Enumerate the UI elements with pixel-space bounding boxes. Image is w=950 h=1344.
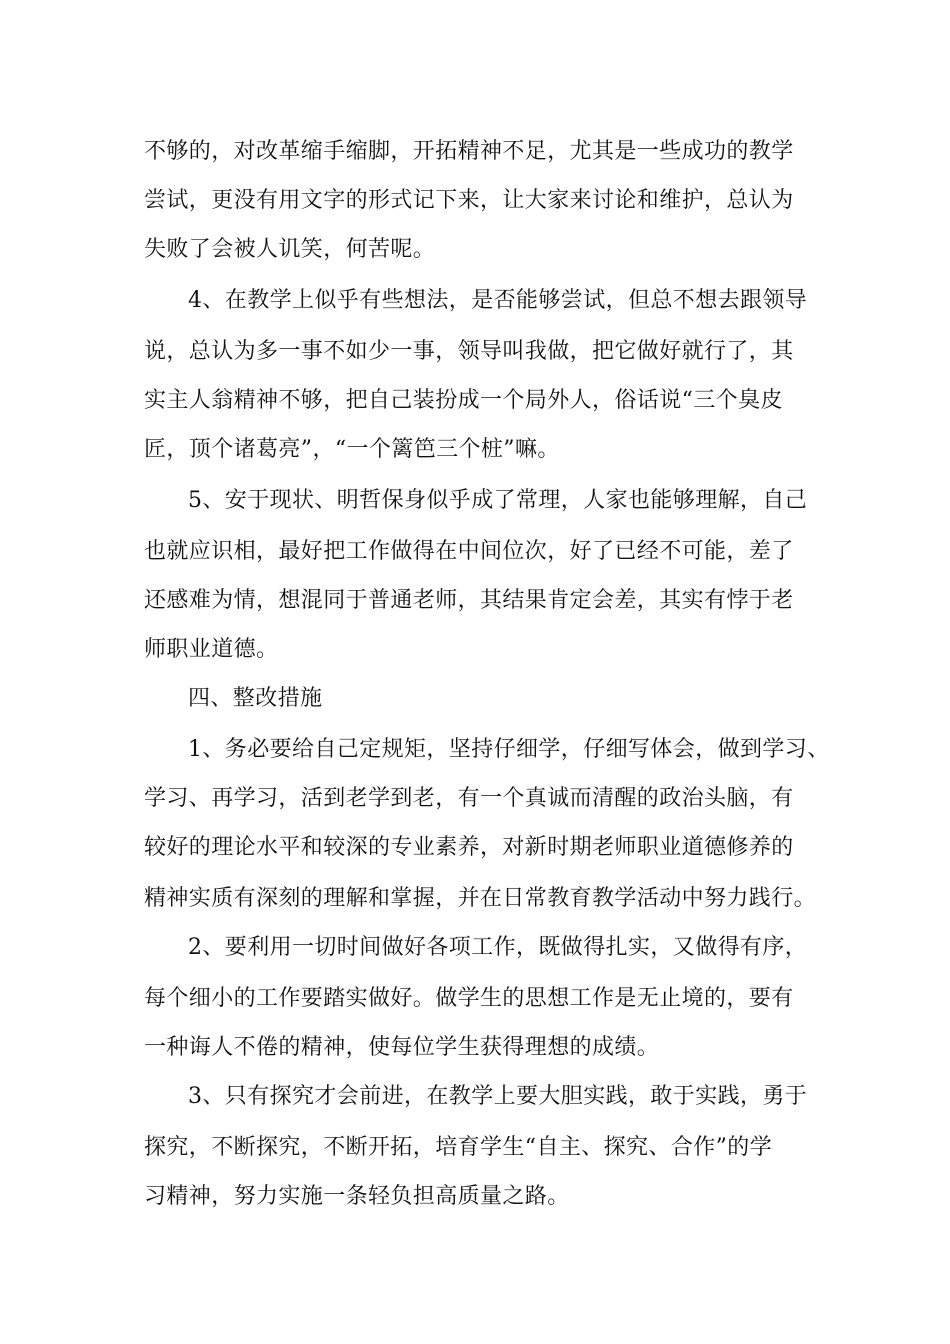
text-line: 习精神，努力实施一条轻负担高质量之路。 (144, 1184, 570, 1209)
text-line: 说，总认为多一事不如少一事，领导叫我做，把它做好就行了，其 (144, 339, 794, 364)
text-line: 不够的，对改革缩手缩脚，开拓精神不足，尤其是一些成功的教学 (144, 139, 794, 164)
text-line: 师职业道德。 (144, 637, 279, 662)
text-line: 探究，不断探究，不断开拓，培育学生“自主、探究、合作”的学 (144, 1135, 773, 1160)
text-line: 还感难为情，想混同于普通老师，其结果肯定会差，其实有悖于老 (144, 588, 794, 613)
paragraph-start-line: 2、要利用一切时间做好各项工作，既做得扎实，又做得有序， (188, 935, 808, 960)
paragraph-start-line: 4、在教学上似乎有些想法，是否能够尝试，但总不想去跟领导 (188, 288, 808, 313)
paragraph-start-line: 1、务必要给自己定规矩，坚持仔细学，仔细写体会，做到学习、 (188, 737, 830, 762)
text-line: 精神实质有深刻的理解和掌握，并在日常教育教学活动中努力践行。 (144, 886, 817, 911)
text-line: 每个细小的工作要踏实做好。做学生的思想工作是无止境的，要有 (144, 986, 794, 1011)
text-line: 匠，顶个诸葛亮”，“一个篱笆三个桩”嘛。 (144, 437, 560, 462)
text-line: 学习、再学习，活到老学到老，有一个真诚而清醒的政治头脑，有 (144, 786, 794, 811)
text-line: 尝试，更没有用文字的形式记下来，让大家来讨论和维护，总认为 (144, 188, 794, 213)
text-line: 实主人翁精神不够，把自己装扮成一个局外人，俗话说“三个臭皮 (144, 388, 783, 413)
text-line: 较好的理论水平和较深的专业素养，对新时期老师职业道德修养的 (144, 835, 794, 860)
text-line: 一种诲人不倦的精神，使每位学生获得理想的成绩。 (144, 1035, 660, 1060)
text-line: 失败了会被人讥笑，何苦呢。 (144, 237, 436, 262)
section-heading: 四、整改措施 (188, 686, 323, 711)
text-line: 也就应识相，最好把工作做得在中间位次，好了已经不可能，差了 (144, 539, 794, 564)
paragraph-start-line: 3、只有探究才会前进，在教学上要大胆实践，敢于实践，勇于 (188, 1084, 808, 1109)
paragraph-start-line: 5、安于现状、明哲保身似乎成了常理，人家也能够理解，自己 (188, 488, 808, 513)
